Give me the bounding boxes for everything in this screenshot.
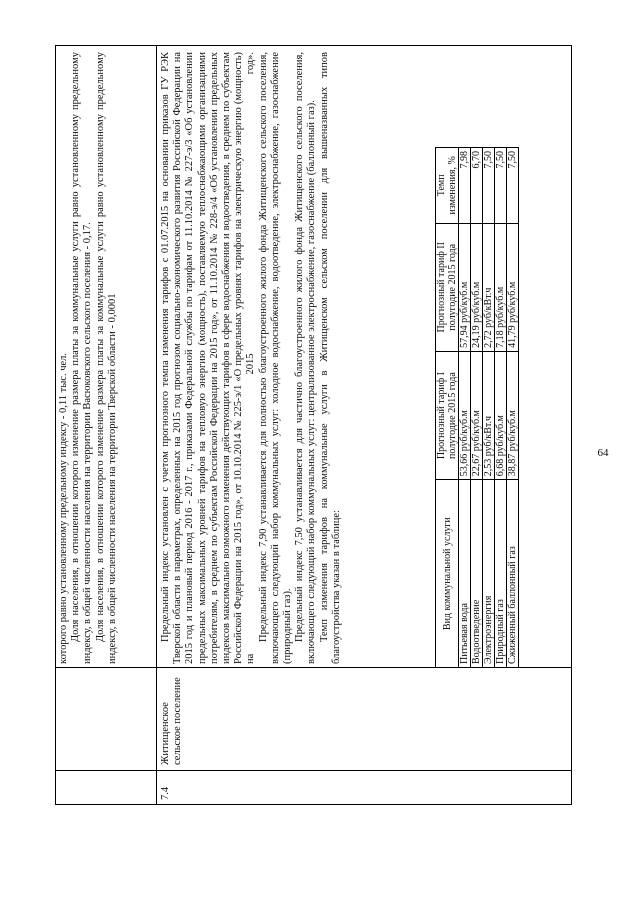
column-divider <box>56 770 571 771</box>
paragraph: которого равно установленному предельному индексу - 0,11 тыс. чел. <box>58 352 69 664</box>
table-row <box>495 148 507 668</box>
page-number: 64 <box>597 447 609 459</box>
table-cell: 53,66 руб/куб.м <box>459 351 471 479</box>
table-row <box>483 148 495 668</box>
table-header: Прогнозный тариф I полугодие 2015 года <box>436 351 459 479</box>
table-row <box>471 148 483 668</box>
table-row <box>459 148 471 668</box>
table-cell: 22,67 руб/куб.м <box>471 351 483 479</box>
table-cell: 24,19 руб/куб.м <box>471 223 483 351</box>
row-number: 7.4 <box>160 786 171 800</box>
table-cell: 57,94 руб/куб.м <box>459 223 471 351</box>
table-header-row <box>436 148 459 668</box>
table-header: Темп изменения, % <box>436 148 459 224</box>
row-divider <box>156 46 157 804</box>
table-cell: 7,50 <box>483 148 495 224</box>
table-cell: 2,53 руб/кВт.ч <box>483 351 495 479</box>
table-cell: 7,50 <box>495 148 507 224</box>
paragraph: Предельный индекс 7,50 устанавливается для частично благоустроенного жилого фонда Житищенского сельского поселения, включающего следующий набор коммунальных услуг: централизованное электроснабжение, газоснабжение (баллонный газ). <box>294 52 318 664</box>
paragraph: Доля населения, в отношении которого изменение размера платы за коммунальные услуги равно установленному предельному индексу, в общей численности населения на территории Васюковского сельского поселения - 0,17. <box>70 52 94 664</box>
settlement-name: Житищенское сельское поселение <box>160 677 184 765</box>
table-cell: 6,70 <box>471 148 483 224</box>
table-header: Прогнозный тариф II полугодие 2015 года <box>436 223 459 351</box>
table-cell: Водоотведение <box>471 480 483 668</box>
table-cell: Питьевая вода <box>459 480 471 668</box>
table-cell: Электроэнергия <box>483 480 495 668</box>
table-header: Вид коммунальной услуги <box>436 480 459 668</box>
paragraph: Предельный индекс установлен с учетом прогнозного темпа изменения тарифов с 01.07.2015 на основании приказов ГУ РЭК Тверской области в параметрах, определенных на 2015 год прогнозом социально-экономического развития Российской Федерации на 2015 год и плановый период 2016 - 2017 г., приказами Федеральной службы по тарифам от 11.10.2014 № 227-э/3 «Об установлении предельных максимальных уровней тарифов на тепловую энергию (мощность), поставляемую теплоснабжающими организациями потребителям, в среднем по субъектам Российской Федерации на 2015 год», от 11.10.2014 № 228-э/4 «Об установлении предельных индексов максимально возможного изменения действующих тарифов в сфере водоснабжения и водоотведения, в среднем по субъектам Российской Федерации на 2015 год», от 10.10.2014 № 225-э/1 «О предельных уровнях тарифов на электрическую энергию (мощность) на 2015 год». <box>160 52 257 664</box>
table-cell: 7,18 руб/куб.м <box>495 223 507 351</box>
table-cell: 7,98 <box>459 148 471 224</box>
main-row-text <box>160 52 343 664</box>
table-row <box>507 148 519 668</box>
paragraph: Доля населения, в отношении которого изменение размера платы за коммунальные услуги равно установленному предельному индексу, в общей численности населения на территории Тверской области - 0,0001 <box>94 52 118 664</box>
table-cell: 7,50 <box>507 148 519 224</box>
table-cell: 2,72 руб/кВт.ч <box>483 223 495 351</box>
tariff-table <box>435 147 519 668</box>
table-cell: 38,87 руб/куб.м <box>507 351 519 479</box>
paragraph: Предельный индекс 7,90 устанавливается для полностью благоустроенного жилого фонда Житищенского сельского поселения, включающего следующий набор коммунальных услуг: холодное водоснабжение, водоотведение, электроснабжение, газоснабжение (природный газ). <box>257 52 294 664</box>
table-cell: 41,79 руб/куб.м <box>507 223 519 351</box>
prev-row-text <box>58 52 119 664</box>
table-cell: Сжиженный баллонный газ <box>507 480 519 668</box>
paragraph: Темп изменения тарифов на коммунальные услуги в Житищенском сельском поселении для вышеназванных типов благоустройства указан в таблице: <box>318 52 342 664</box>
table-cell: 6,68 руб/куб.м <box>495 351 507 479</box>
table-cell: Природный газ <box>495 480 507 668</box>
